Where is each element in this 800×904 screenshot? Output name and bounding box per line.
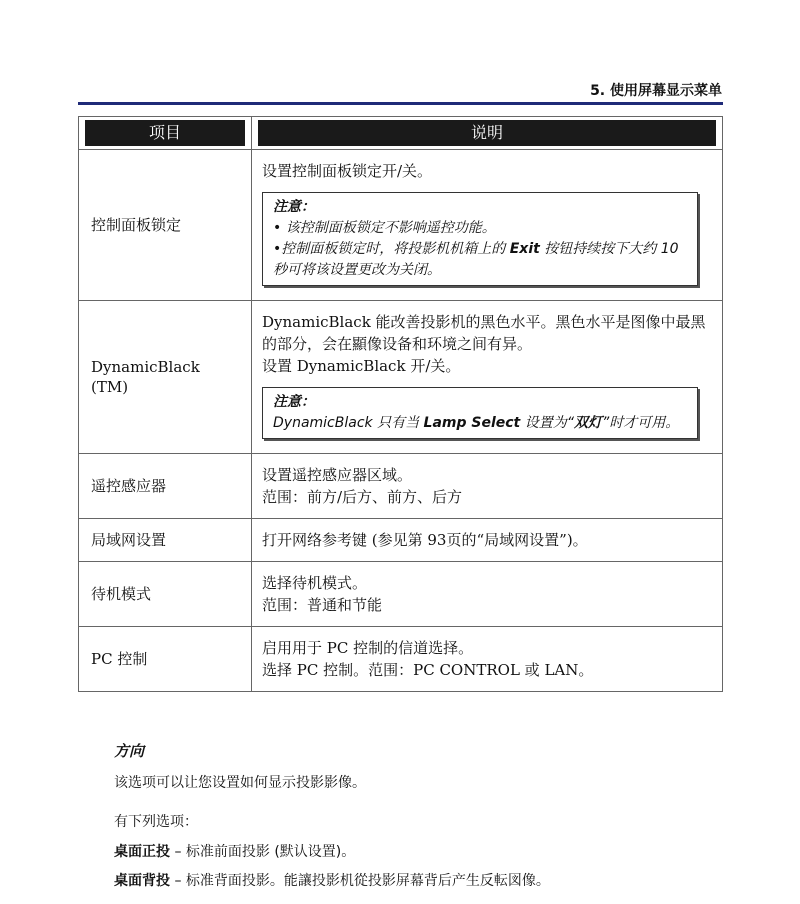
- option-text: – 标准背面投影。能讓投影机從投影屏幕背后产生反転図像。: [170, 873, 550, 889]
- note-bold-text: 双灯: [573, 415, 602, 431]
- row-item-pc-control: PC 控制: [79, 627, 252, 692]
- table-header-row: [79, 117, 723, 150]
- table-row: [79, 454, 723, 519]
- row-desc-dynamic-black: [252, 301, 723, 454]
- note-text: ”时才可用。: [601, 415, 680, 431]
- option-item: [114, 870, 724, 890]
- chapter-header: 5. 使用屏幕显示菜单: [590, 83, 722, 99]
- note-text: DynamicBlack 只有当: [273, 415, 424, 431]
- desc-text: 设置 DynamicBlack 开/关。: [262, 357, 461, 375]
- note-text: •控制面板锁定时，将投影机机箱上的: [273, 241, 510, 257]
- note-text: 按钮持续按下大约 10 秒可将该设置更改为关闭。: [273, 241, 679, 278]
- desc-text: 启用用于 PC 控制的信道选择。: [262, 639, 474, 657]
- note-title: 注意：: [273, 394, 315, 410]
- note-bold-text: Lamp Select: [423, 415, 521, 431]
- options-label: 有下列选项：: [114, 814, 198, 830]
- column-header-item: 项目: [85, 120, 245, 146]
- desc-text: 选择 PC 控制。范围：PC CONTROL 或 LAN。: [262, 661, 594, 679]
- option-term: 桌面背投: [114, 873, 170, 889]
- table-row: [79, 562, 723, 627]
- note-bold-text: Exit: [509, 241, 540, 257]
- note-line: • 该控制面板锁定不影响遥控功能。: [273, 220, 496, 236]
- table-row: [79, 519, 723, 562]
- settings-table: [78, 116, 723, 692]
- desc-text: DynamicBlack 能改善投影机的黑色水平。黑色水平是图像中最黑的部分，会在顯像设备和环境之间有异。: [262, 313, 706, 353]
- note-box: [262, 192, 698, 286]
- note-line: [273, 239, 687, 281]
- desc-text: 选择待机模式。: [262, 574, 368, 592]
- section-intro: 该选项可以让您设置如何显示投影影像。: [114, 775, 366, 791]
- note-text: 设置为“: [520, 415, 574, 431]
- row-item-dynamic-black: DynamicBlack (TM): [79, 301, 252, 454]
- table-row: [79, 627, 723, 692]
- row-desc-lan-settings: [252, 519, 723, 562]
- column-header-desc: 说明: [258, 120, 716, 146]
- table-row: [79, 150, 723, 301]
- row-desc-panel-lock: [252, 150, 723, 301]
- row-item-standby: 待机模式: [79, 562, 252, 627]
- row-desc-pc-control: [252, 627, 723, 692]
- desc-text: 设置控制面板锁定开/关。: [262, 162, 433, 180]
- row-desc-standby: [252, 562, 723, 627]
- desc-text: 设置遥控感应器区域。: [262, 466, 413, 484]
- header-cell-desc: [252, 117, 723, 150]
- option-item: [114, 841, 724, 861]
- desc-text: 打开网络参考键 (参见第 93页的“局域网设置”)。: [262, 531, 588, 549]
- row-desc-remote-sensor: [252, 454, 723, 519]
- row-item-remote-sensor: 遥控感应器: [79, 454, 252, 519]
- desc-text: 范围：普通和节能: [262, 596, 383, 614]
- note-title: 注意：: [273, 199, 315, 215]
- row-item-lan-settings: 局域网设置: [79, 519, 252, 562]
- option-term: 桌面正投: [114, 844, 170, 860]
- note-line: [273, 413, 687, 434]
- header-cell-item: [79, 117, 252, 150]
- option-text: – 标准前面投影 (默认设置)。: [170, 844, 356, 860]
- note-box: [262, 387, 698, 439]
- desc-text: 范围：前方/后方、前方、后方: [262, 488, 463, 506]
- row-item-panel-lock: 控制面板锁定: [79, 150, 252, 301]
- header-rule: [78, 102, 723, 105]
- section-title: 方向: [114, 742, 145, 760]
- table-row: [79, 301, 723, 454]
